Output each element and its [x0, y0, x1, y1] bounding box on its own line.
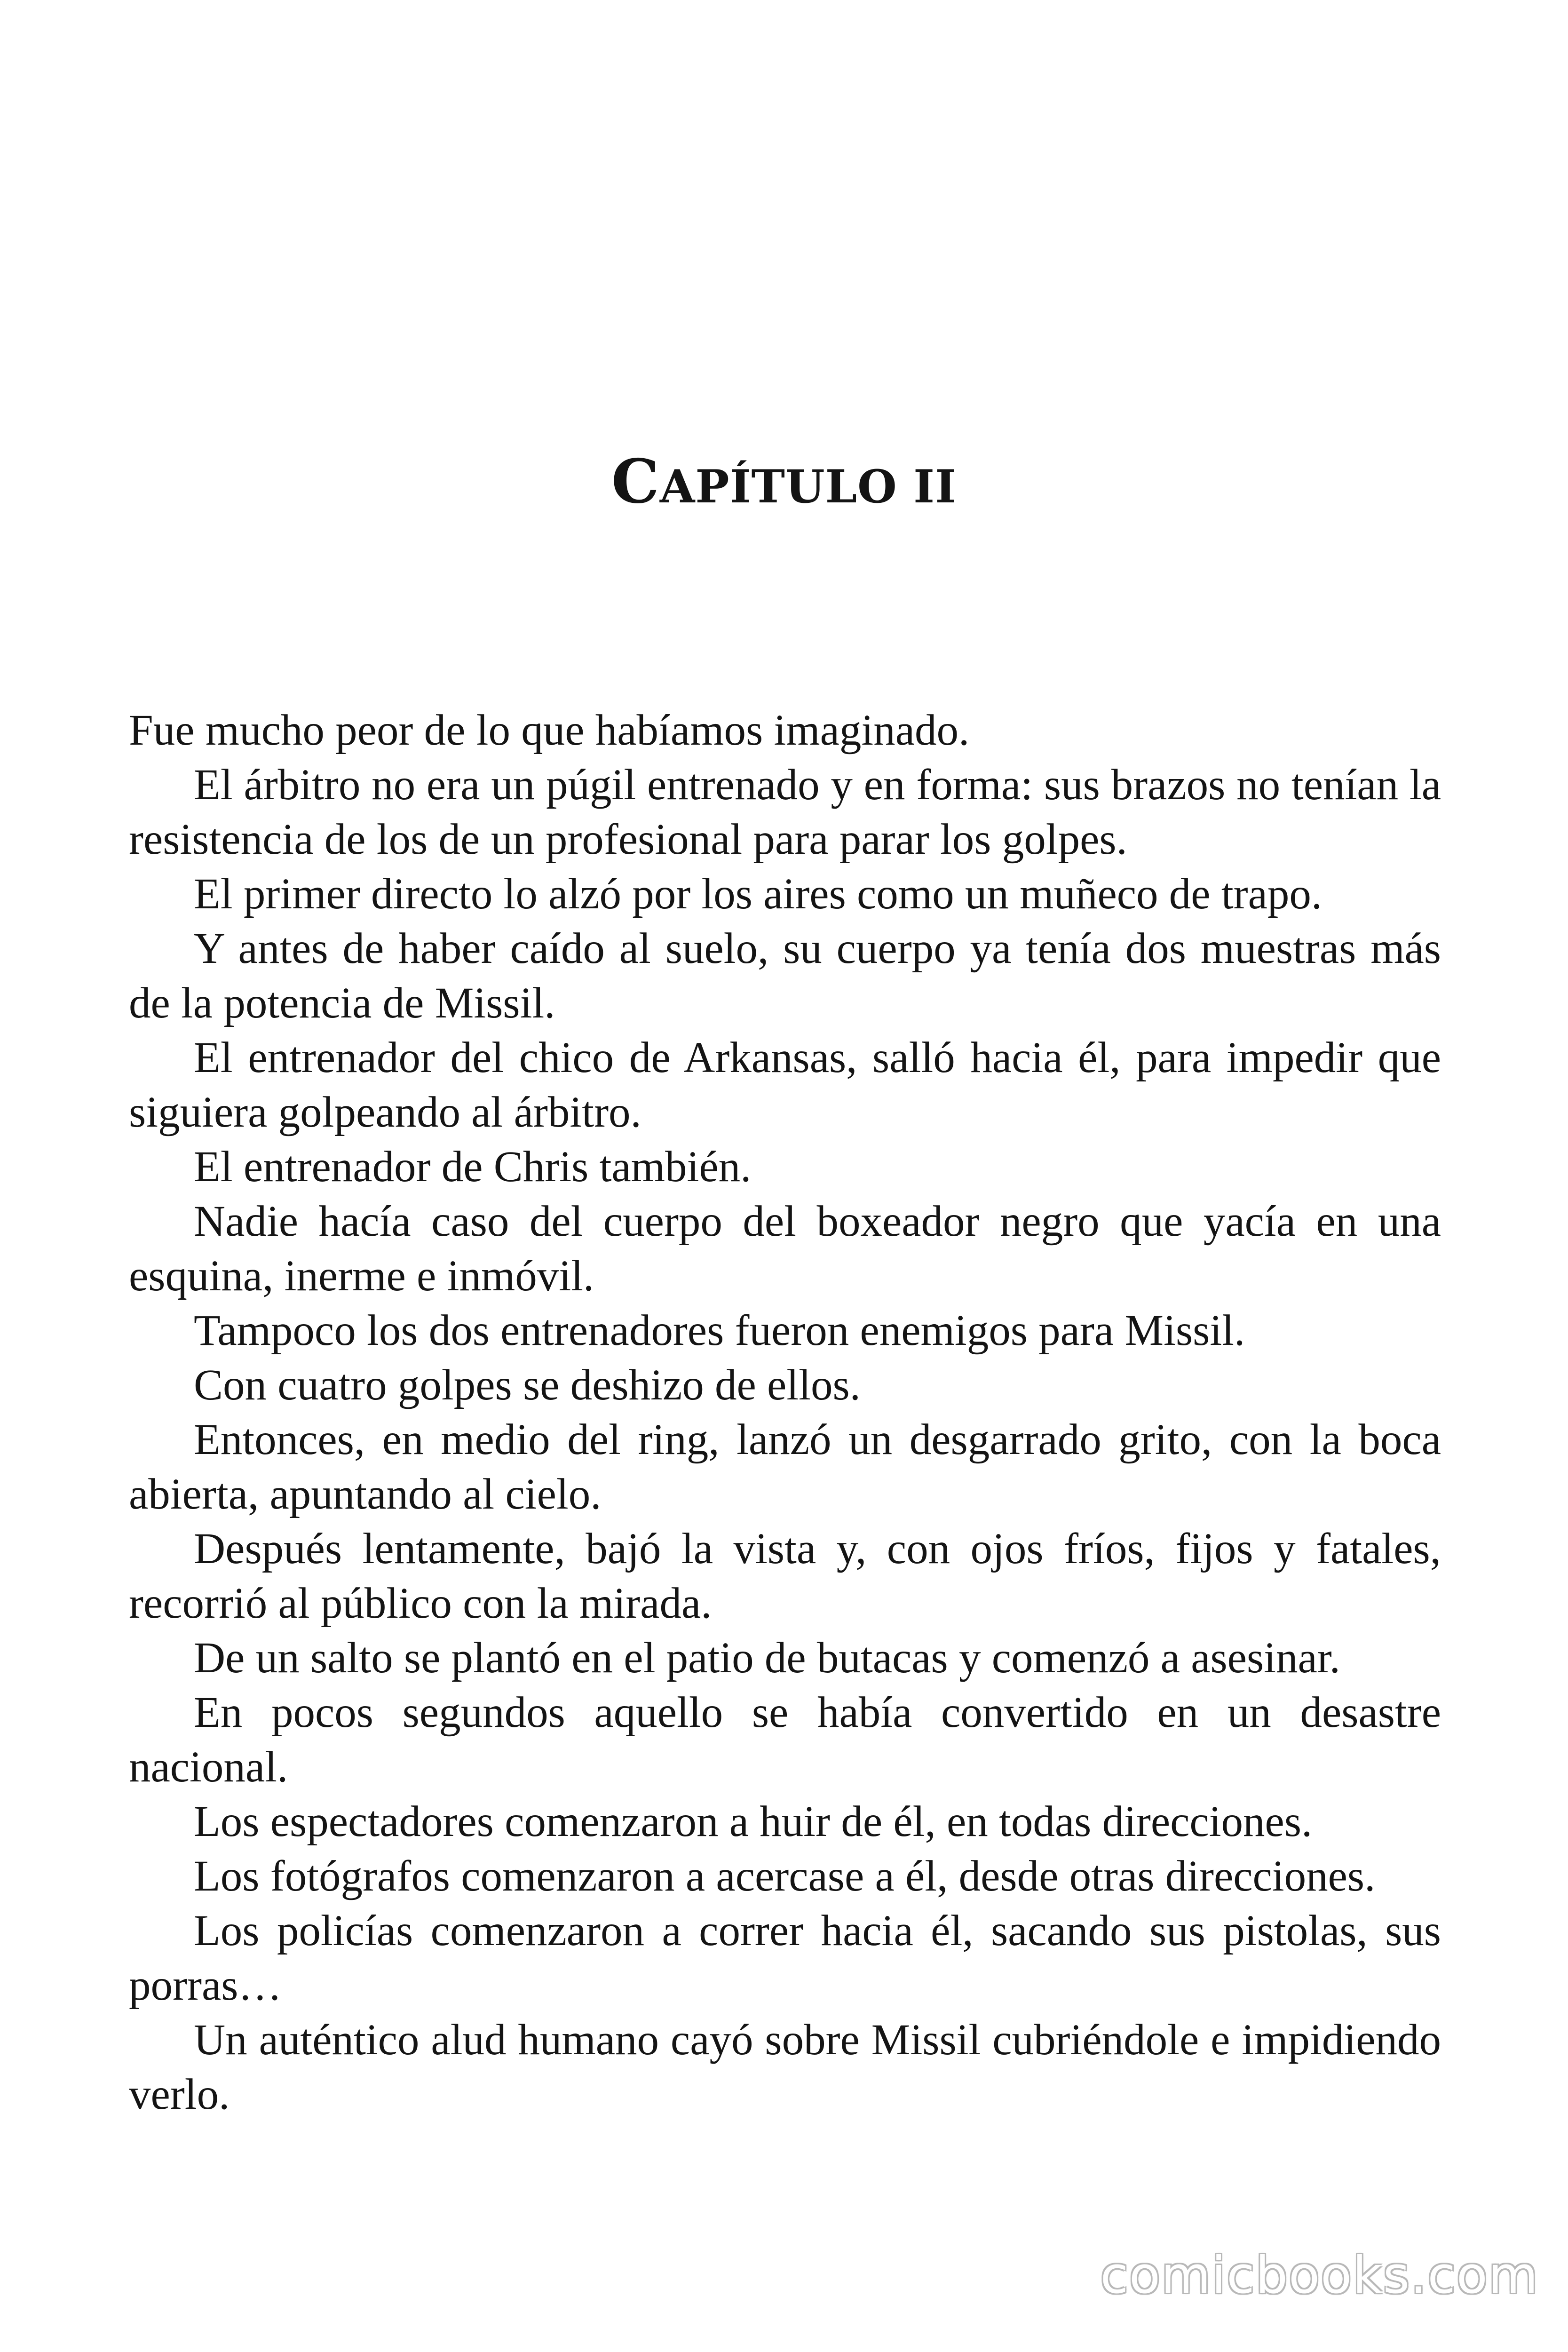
watermark: comicbooks.com: [1100, 2246, 1539, 2305]
paragraph: El árbitro no era un púgil entrenado y en forma: sus brazos no tenían la resistencia de los de un profesional para parar los golpes.: [129, 761, 1441, 864]
paragraph: Con cuatro golpes se deshizo de ellos.: [194, 1361, 861, 1409]
paragraph: Un auténtico alud humano cayó sobre Missil cubriéndole e impidiendo verlo.: [129, 2016, 1441, 2119]
paragraph: Tampoco los dos entrenadores fueron enemigos para Missil.: [194, 1306, 1245, 1355]
paragraph: En pocos segundos aquello se había convertido en un desastre nacional.: [129, 1688, 1441, 1791]
paragraph: De un salto se plantó en el patio de butacas y comenzó a asesinar.: [194, 1634, 1340, 1682]
paragraph: Los espectadores comenzaron a huir de él, en todas direcciones.: [194, 1797, 1313, 1846]
paragraph: Los fotógrafos comenzaron a acercase a él, desde otras direcciones.: [194, 1852, 1376, 1900]
chapter-body: [129, 703, 1441, 2122]
paragraph: Y antes de haber caído al suelo, su cuerpo ya tenía dos muestras más de la potencia de Missil.: [129, 924, 1441, 1027]
paragraph: Los policías comenzaron a correr hacia él, sacando sus pistolas, sus porras…: [129, 1907, 1441, 2010]
paragraph: El primer directo lo alzó por los aires como un muñeco de trapo.: [194, 870, 1323, 918]
paragraph: El entrenador de Chris también.: [194, 1143, 752, 1191]
paragraph: El entrenador del chico de Arkansas, salló hacia él, para impedir que siguiera golpeando al árbitro.: [129, 1033, 1441, 1136]
paragraph: Nadie hacía caso del cuerpo del boxeador negro que yacía en una esquina, inerme e inmóvil.: [129, 1197, 1441, 1300]
paragraph: Después lentamente, bajó la vista y, con ojos fríos, fijos y fatales, recorrió al público con la mirada.: [129, 1525, 1441, 1628]
chapter-title: [0, 446, 1568, 517]
chapter-title-initial: C: [611, 446, 660, 517]
chapter-title-rest: APÍTULO II: [659, 460, 957, 513]
paragraph: Fue mucho peor de lo que habíamos imaginado.: [129, 706, 970, 755]
paragraph: Entonces, en medio del ring, lanzó un desgarrado grito, con la boca abierta, apuntando al cielo.: [129, 1415, 1441, 1518]
